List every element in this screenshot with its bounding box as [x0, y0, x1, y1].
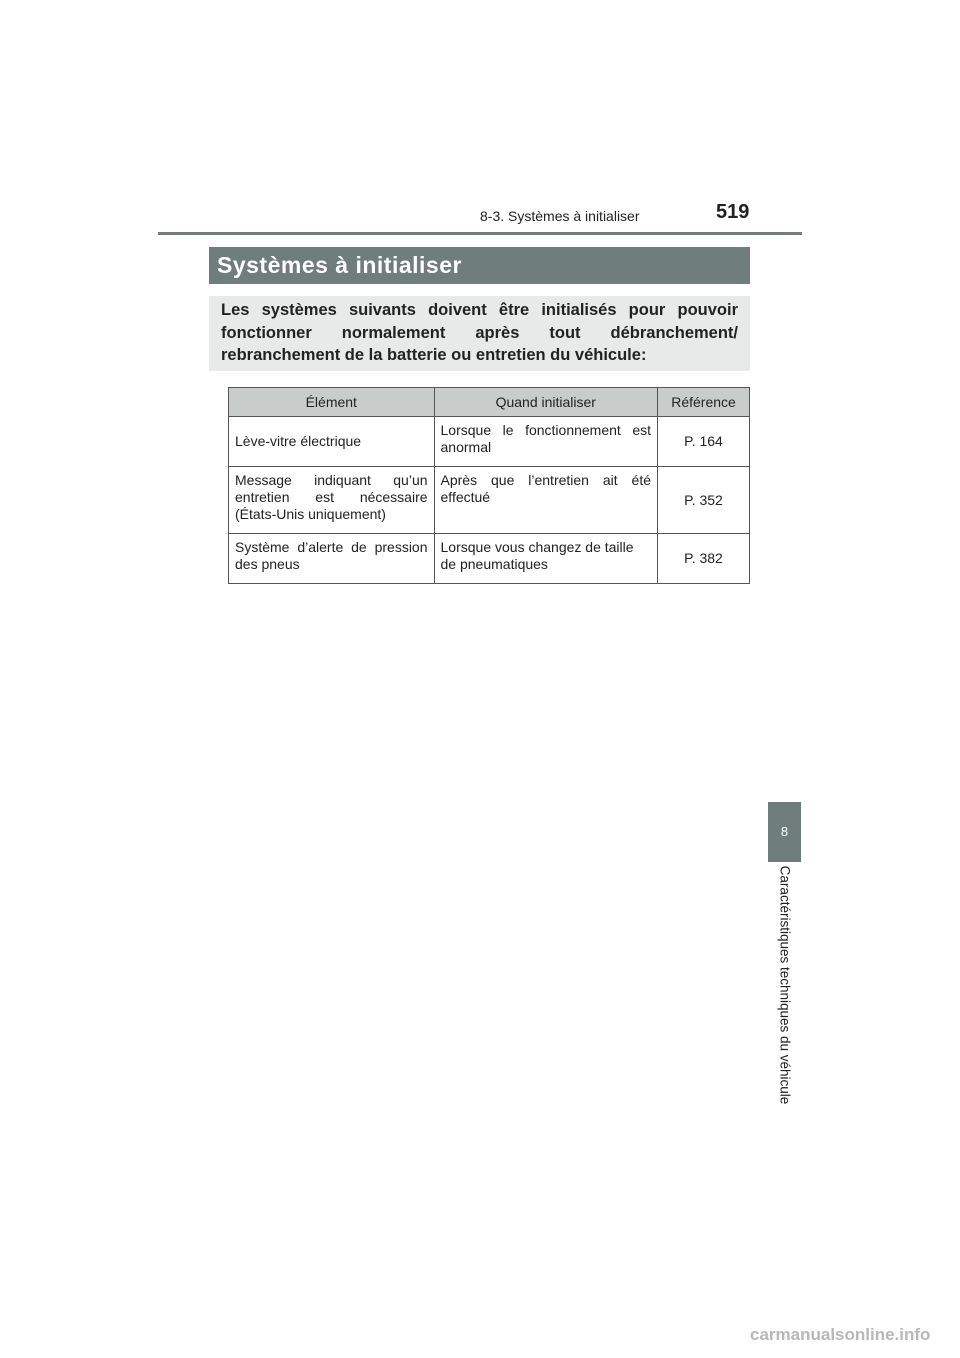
table-row — [229, 467, 750, 534]
column-header-when: Quand initialiser — [434, 388, 658, 417]
chapter-label: Caractéristiques techniques du véhicule — [777, 865, 793, 1105]
table-row — [229, 417, 750, 467]
page-number: 519 — [716, 201, 750, 223]
running-header: 8-3. Systèmes à initialiser — [480, 208, 640, 224]
intro-box — [209, 296, 750, 371]
cell-element: Système d’alerte de pression des pneus — [229, 534, 435, 584]
cell-element: Message indiquant qu’un entretien est nécessaire (États-Unis uniquement) — [229, 467, 435, 534]
column-header-element: Élément — [229, 388, 435, 417]
header-rule — [158, 232, 802, 235]
initialization-table — [228, 387, 750, 584]
table-row — [229, 534, 750, 584]
section-title: Systèmes à initialiser — [209, 247, 750, 284]
cell-when: Après que l’entretien ait été effectué — [434, 467, 658, 534]
table-header-row — [229, 388, 750, 417]
cell-reference: P. 382 — [658, 534, 750, 584]
column-header-reference: Référence — [658, 388, 750, 417]
cell-when: Lorsque le fonctionnement est anormal — [434, 417, 658, 467]
intro-text: Les systèmes suivants doivent être initialisés pour pouvoir fonctionner normalement après tout débranchement/ rebranchement de la batterie ou entretien du véhicule: — [221, 301, 738, 364]
cell-reference: P. 352 — [658, 467, 750, 534]
cell-when: Lorsque vous changez de taille de pneumatiques — [434, 534, 658, 584]
cell-reference: P. 164 — [658, 417, 750, 467]
chapter-number: 8 — [780, 824, 789, 839]
watermark: carmanualsonline.info — [750, 1325, 931, 1344]
chapter-tab — [768, 802, 801, 862]
cell-element: Lève-vitre électrique — [229, 417, 435, 467]
